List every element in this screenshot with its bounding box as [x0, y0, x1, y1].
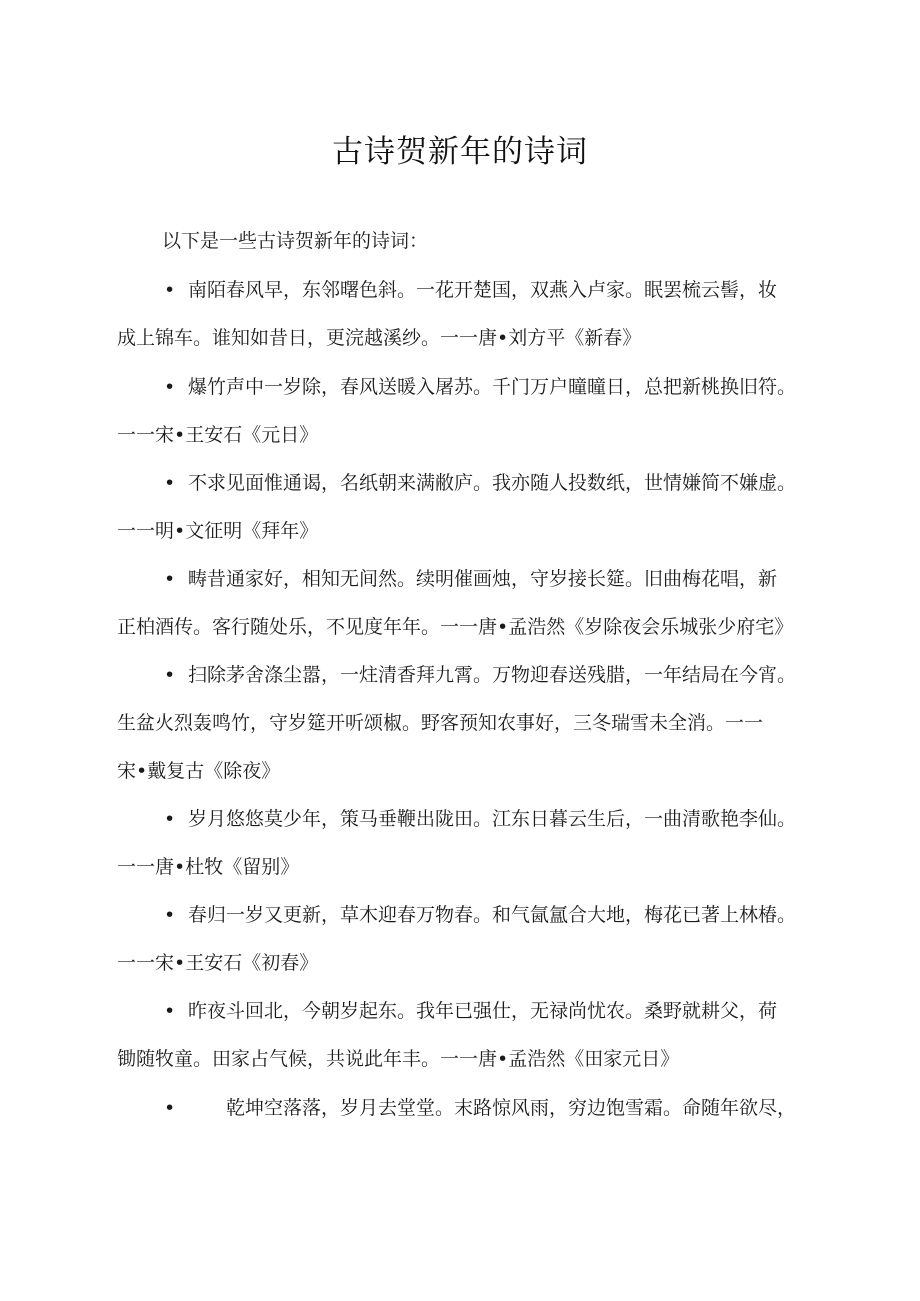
poem-1-line-1 [164, 278, 777, 302]
poem-text: 畴昔通家好，相知无间然。续明催画烛，守岁接长筵。旧曲梅花唱，新 [188, 568, 778, 590]
bullet-icon: • [164, 1097, 176, 1119]
poem-5-line-2: 生盆火烈轰鸣竹，守岁筵开听颂椒。野客预知农事好，三冬瑞雪未全消。一一 [117, 712, 764, 734]
poem-text: 昨夜斗回北，今朝岁起东。我年已强仕，无禄尚忧农。桑野就耕父，荷 [188, 1000, 778, 1022]
poem-4-line-2: 正柏酒传。客行随处乐，不见度年年。一一唐•孟浩然《岁除夜会乐城张少府宅》 [117, 616, 794, 638]
bullet-icon: • [164, 904, 176, 926]
poem-2-line-1 [164, 375, 796, 399]
poem-text: 扫除茅舍涤尘嚣，一炷清香拜九霄。万物迎春送残腊，一年结局在今宵。 [188, 664, 797, 686]
bullet-icon: • [164, 376, 176, 398]
poem-text: 岁月悠悠莫少年，策马垂鞭出陇田。江东日暮云生后，一曲清歌艳李仙。 [188, 808, 797, 830]
poem-text: 爆竹声中一岁除，春风送暖入屠苏。千门万户曈曈日，总把新桃换旧符。 [188, 376, 797, 398]
bullet-icon: • [164, 664, 176, 686]
poem-text: 乾坤空落落，岁月去堂堂。末路惊风雨，穷边饱雪霜。命随年欲尽， [226, 1097, 797, 1119]
poem-6-line-2: 一一唐•杜牧《留别》 [117, 856, 300, 878]
poem-6-line-1 [164, 807, 796, 831]
poem-4-line-1 [164, 567, 777, 591]
bullet-icon: • [164, 808, 176, 830]
poem-1-line-2: 成上锦车。谁知如昔日，更浣越溪纱。一一唐•刘方平《新春》 [117, 327, 642, 349]
poem-3-line-1 [164, 471, 796, 495]
poem-2-line-2: 一一宋•王安石《元日》 [117, 424, 319, 446]
intro-paragraph: 以下是一些古诗贺新年的诗词： [162, 230, 429, 252]
document-title: 古诗贺新年的诗词 [332, 134, 588, 170]
poem-8-line-1 [164, 999, 777, 1023]
bullet-icon: • [164, 1000, 176, 1022]
poem-text: 不求见面惟通谒，名纸朝来满敝庐。我亦随人投数纸，世情嫌简不嫌虚。 [188, 472, 797, 494]
poem-9-line-1 [164, 1096, 796, 1120]
poem-3-line-2: 一一明•文征明《拜年》 [117, 520, 319, 542]
bullet-icon: • [164, 279, 176, 301]
poem-text: 南陌春风早，东邻曙色斜。一花开楚国，双燕入卢家。眠罢梳云髻，妆 [188, 279, 778, 301]
poem-7-line-1 [164, 903, 796, 927]
poem-8-line-2: 锄随牧童。田家占气候，共说此年丰。一一唐•孟浩然《田家元日》 [117, 1048, 680, 1070]
bullet-icon: • [164, 472, 176, 494]
poem-5-line-1 [164, 663, 796, 687]
poem-5-line-3: 宋•戴复古《除夜》 [117, 760, 281, 782]
poem-text: 春归一岁又更新，草木迎春万物春。和气氤氲合大地，梅花已著上林椿。 [188, 904, 797, 926]
poem-7-line-2: 一一宋•王安石《初春》 [117, 952, 319, 974]
bullet-icon: • [164, 568, 176, 590]
